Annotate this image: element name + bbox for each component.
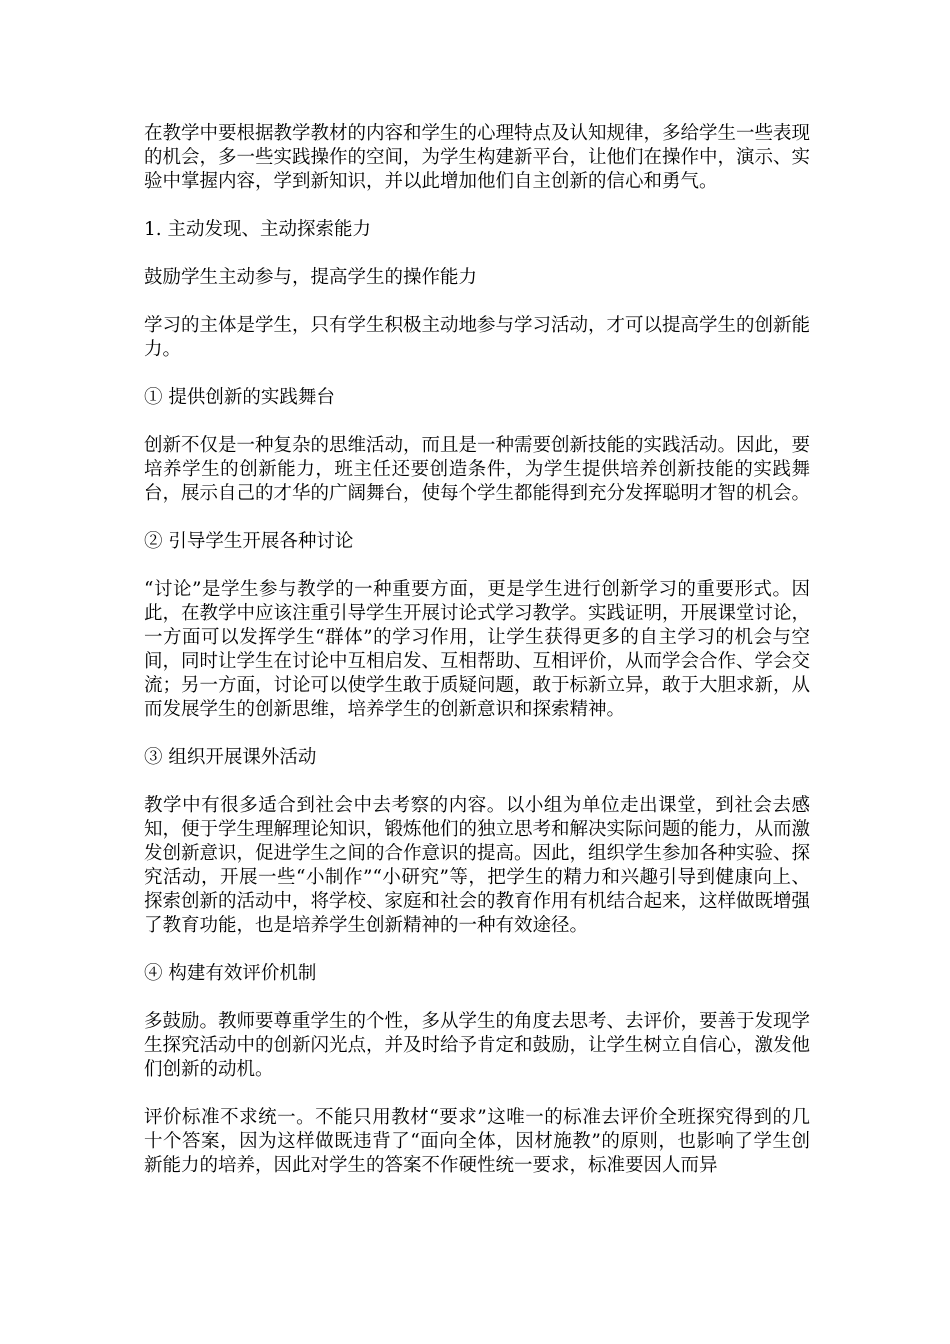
item-heading-3: ③ 组织开展课外活动 [144,747,317,768]
body-paragraph: 评价标准不求统一。不能只用教材“要求”这唯一的标准去评价全班探究得到的几十个答案，因为这样做既违背了“面向全体，因材施教”的原则，也影响了学生创新能力的培养，因此对学生的答案不作硬性统一要求，标准要因人而异 [144,1107,810,1176]
item-heading-1: ① 提供创新的实践舞台 [144,387,335,408]
body-paragraph: 多鼓励。教师要尊重学生的个性，多从学生的角度去思考、去评价，要善于发现学生探究活动中的创新闪光点，并及时给予肯定和鼓励，让学生树立自信心，激发他们创新的动机。 [144,1011,811,1080]
subsection-heading: 鼓励学生主动参与，提高学生的操作能力 [144,267,478,288]
body-paragraph: 教学中有很多适合到社会中去考察的内容。以小组为单位走出课堂，到社会去感知，便于学生理解理论知识，锻炼他们的独立思考和解决实际问题的能力，从而激发创新意识，促进学生之间的合作意识的提高。因此，组织学生参加各种实验、探究活动，开展一些“小制作”“小研究”等，把学生的精力和兴趣引导到健康向上、探索创新的活动中，将学校、家庭和社会的教育作用有机结合起来，这样做既增强了教育功能，也是培养学生创新精神的一种有效途径。 [144,795,811,936]
body-paragraph: “讨论”是学生参与教学的一种重要方面，更是学生进行创新学习的重要形式。因此，在教学中应该注重引导学生开展讨论式学习教学。实践证明，开展课堂讨论，一方面可以发挥学生“群体”的学习作用，让学生获得更多的自主学习的机会与空间，同时让学生在讨论中互相启发、互相帮助、互相评价，从而学会合作、学会交流；另一方面，讨论可以使学生敢于质疑问题，敢于标新立异，敢于大胆求新，从而发展学生的创新思维，培养学生的创新意识和探索精神。 [144,579,811,720]
body-paragraph: 学习的主体是学生，只有学生积极主动地参与学习活动，才可以提高学生的创新能力。 [144,315,811,360]
document-body [144,122,810,1202]
item-heading-4: ④ 构建有效评价机制 [144,963,317,984]
section-heading: 1. 主动发现、主动探索能力 [144,219,372,240]
intro-paragraph: 在教学中要根据教学教材的内容和学生的心理特点及认知规律，多给学生一些表现的机会，多一些实践操作的空间，为学生构建新平台，让他们在操作中，演示、实验中掌握内容，学到新知识，并以此增加他们自主创新的信心和勇气。 [144,123,811,192]
body-paragraph: 创新不仅是一种复杂的思维活动，而且是一种需要创新技能的实践活动。因此，要培养学生的创新能力，班主任还要创造条件，为学生提供培养创新技能的实践舞台，展示自己的才华的广阔舞台，使每个学生都能得到充分发挥聪明才智的机会。 [144,435,811,504]
item-heading-2: ② 引导学生开展各种讨论 [144,531,354,552]
